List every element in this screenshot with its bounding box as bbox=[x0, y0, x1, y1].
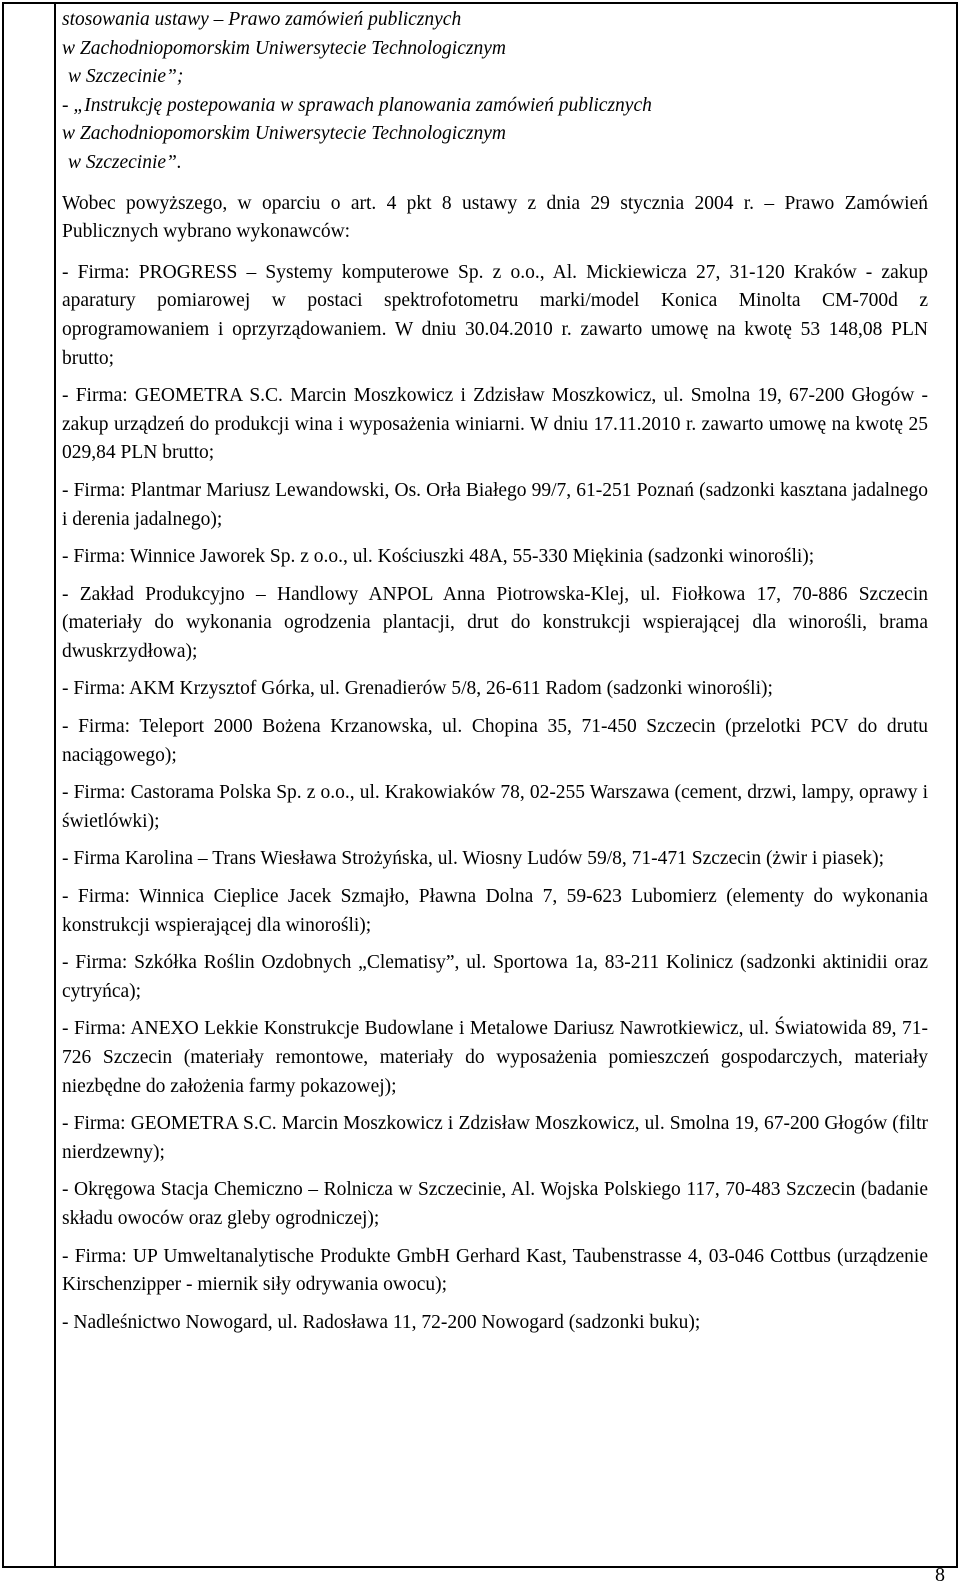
contractor-entry: - Firma Karolina – Trans Wiesława Strożyńska, ul. Wiosny Ludów 59/8, 71-471 Szczecin (żwir i piasek); bbox=[62, 848, 884, 870]
contractor-entry: - Firma: PROGRESS – Systemy komputerowe Sp. z o.o., Al. Mickiewicza 27, 31-120 Kraków - zakup aparatury pomiarowej w postaci spektrofotometru marki/model Konica Minolta CM-700d z oprogramowaniem i oprzyrządowaniem. W dniu 30.04.2010 r. zawarto umowę na kwotę 53 148,08 PLN brutto; bbox=[62, 261, 928, 369]
page-number: 8 bbox=[935, 1564, 945, 1586]
contractor-entry: - Okręgowa Stacja Chemiczno – Rolnicza w Szczecinie, Al. Wojska Polskiego 117, 70-483 Szczecin (badanie składu owoców oraz gleby ogrodniczej); bbox=[62, 1179, 928, 1229]
document-content bbox=[62, 6, 928, 1346]
intro-line: stosowania ustawy – Prawo zamówień publicznych bbox=[62, 9, 462, 30]
intro-line: w Zachodniopomorskim Uniwersytecie Technologicznym bbox=[62, 37, 506, 59]
contractor-entry: - Firma: GEOMETRA S.C. Marcin Moszkowicz i Zdzisław Moszkowicz, ul. Smolna 19, 67-200 Głogów - zakup urządzeń do produkcji wina i wyposażenia winiarni. W dniu 17.11.2010 r. zawarto umowę na kwotę 25 029,84 PLN brutto; bbox=[62, 385, 928, 464]
intro-italic-block bbox=[62, 6, 928, 178]
main-paragraph: Wobec powyższego, w oparciu o art. 4 pkt 8 ustawy z dnia 29 stycznia 2004 r. – Prawo Zamówień Publicznych wybrano wykonawców: bbox=[62, 192, 928, 243]
contractor-entry: - Nadleśnictwo Nowogard, ul. Radosława 11, 72-200 Nowogard (sadzonki buku); bbox=[62, 1311, 701, 1333]
intro-line: - „Instrukcję postepowania w sprawach planowania zamówień publicznych bbox=[62, 94, 652, 116]
contractor-entry: - Firma: Winnica Cieplice Jacek Szmajło, Pławna Dolna 7, 59-623 Lubomierz (elementy do wykonania konstrukcji wspierającej dla winorośli); bbox=[62, 886, 928, 936]
left-column-divider bbox=[54, 4, 56, 1566]
intro-line: w Zachodniopomorskim Uniwersytecie Technologicznym bbox=[62, 123, 506, 145]
contractor-entry: - Firma: GEOMETRA S.C. Marcin Moszkowicz i Zdzisław Moszkowicz, ul. Smolna 19, 67-200 Głogów (filtr nierdzewny); bbox=[62, 1113, 928, 1163]
contractor-entry: - Firma: ANEXO Lekkie Konstrukcje Budowlane i Metalowe Dariusz Nawrotkiewicz, ul. Światowida 89, 71-726 Szczecin (materiały remontowe, materiały do wyposażenia pomieszczeń gospodarczych, materiały niezbędne do założenia farmy pokazowej); bbox=[62, 1018, 928, 1097]
intro-line: w Szczecinie”. bbox=[68, 151, 182, 173]
intro-line: w Szczecinie”; bbox=[68, 66, 184, 88]
contractor-entry: - Zakład Produkcyjno – Handlowy ANPOL Anna Piotrowska-Klej, ul. Fiołkowa 17, 70-886 Szczecin (materiały do wykonania ogrodzenia plantacji, drut do konstrukcji wspierającej dla winorośli, brama dwuskrzydłowa); bbox=[62, 583, 928, 662]
contractor-entry: - Firma: Plantmar Mariusz Lewandowski, Os. Orła Białego 99/7, 61-251 Poznań (sadzonki kasztana jadalnego i derenia jadalnego); bbox=[62, 479, 928, 530]
contractor-entry: - Firma: Szkółka Roślin Ozdobnych „Clematisy”, ul. Sportowa 1a, 83-211 Kolinicz (sadzonki aktinidii oraz cytryńca); bbox=[62, 952, 928, 1002]
contractor-entry: - Firma: Castorama Polska Sp. z o.o., ul. Krakowiaków 78, 02-255 Warszawa (cement, drzwi, lampy, oprawy i świetlówki); bbox=[62, 782, 928, 832]
contractor-entry: - Firma: Teleport 2000 Bożena Krzanowska, ul. Chopina 35, 71-450 Szczecin (przelotki PCV do drutu naciągowego); bbox=[62, 716, 928, 766]
contractor-list bbox=[62, 259, 928, 1338]
contractor-entry: - Firma: UP Umweltanalytische Produkte GmbH Gerhard Kast, Taubenstrasse 4, 03-046 Cottbus (urządzenie Kirschenzipper - miernik siły odrywania owocu); bbox=[62, 1245, 928, 1296]
contractor-entry: - Firma: Winnice Jaworek Sp. z o.o., ul. Kościuszki 48A, 55-330 Miękinia (sadzonki winorośli); bbox=[62, 546, 815, 568]
contractor-entry: - Firma: AKM Krzysztof Górka, ul. Grenadierów 5/8, 26-611 Radom (sadzonki winorośli); bbox=[62, 678, 773, 700]
